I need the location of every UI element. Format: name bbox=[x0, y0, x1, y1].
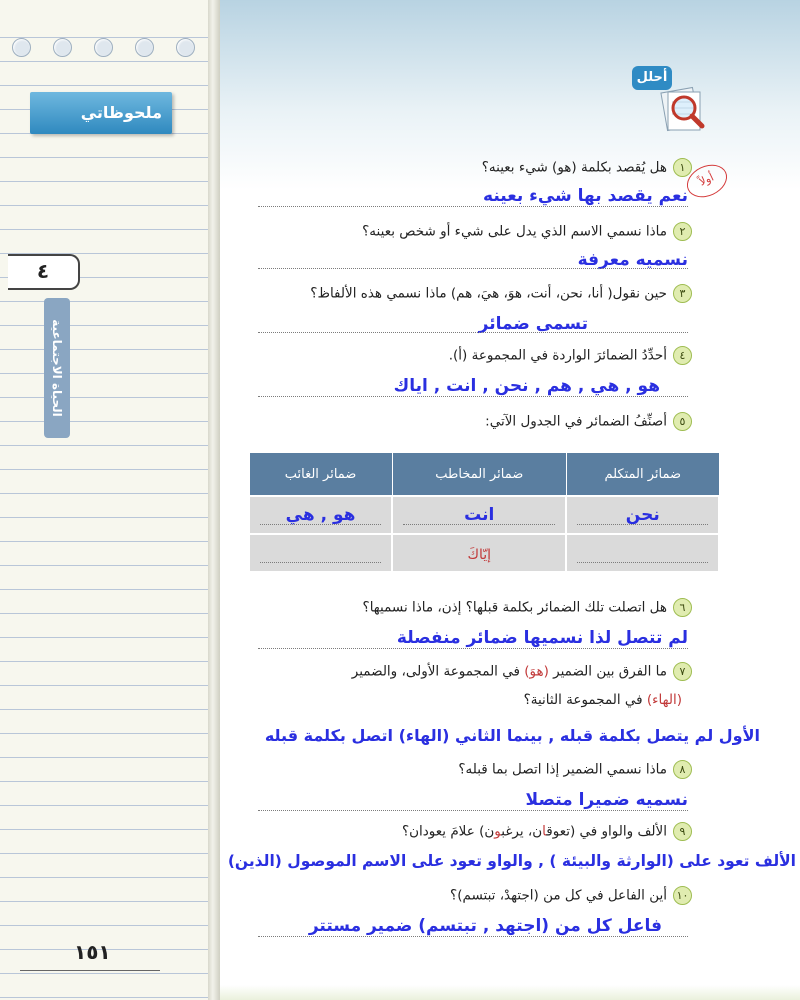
table-cell bbox=[249, 534, 392, 572]
notes-column bbox=[0, 0, 214, 1000]
answer-10: فاعل كل من (اجتهد , تبتسم) ضمير مستتر bbox=[308, 916, 662, 936]
question-number: ١ bbox=[673, 158, 692, 177]
answer-7: الأول لم يتصل بكلمة قبله , بينما الثاني (الهاء) اتصل بكلمة قبله bbox=[264, 726, 760, 745]
question-text: أصنِّفُ الضمائر في الجدول الآتي: bbox=[485, 413, 667, 430]
table-cell bbox=[392, 534, 566, 572]
binder-ring bbox=[12, 38, 31, 57]
question-number: ١٠ bbox=[673, 886, 692, 905]
table-cell bbox=[566, 534, 719, 572]
answer-line bbox=[258, 268, 688, 269]
answer-line bbox=[403, 524, 555, 525]
question-text: ن) علامَ يعودان؟ bbox=[401, 823, 495, 840]
answer-line bbox=[258, 396, 688, 397]
question-number: ٧ bbox=[673, 662, 692, 681]
column-header: ضمائر المتكلم bbox=[566, 453, 719, 497]
question-text: في المجموعة الأولى، والضمير bbox=[351, 663, 525, 680]
pronouns-table bbox=[248, 452, 720, 573]
question-7-continued bbox=[524, 692, 682, 708]
question-number: ٢ bbox=[673, 222, 692, 241]
unit-title: الحياة الاجتماعية bbox=[50, 319, 64, 417]
table-cell bbox=[566, 496, 719, 534]
answer-1: نعم يقصد بها شيء بعينه bbox=[483, 186, 688, 206]
answer-line bbox=[577, 562, 708, 563]
question-text: الألف والواو في (تعوق bbox=[546, 823, 667, 840]
page-number-rule bbox=[20, 970, 160, 971]
page-fold bbox=[208, 0, 220, 1000]
answer-line bbox=[258, 810, 688, 811]
question-text: ن، يرغب bbox=[501, 823, 543, 840]
question-5 bbox=[485, 412, 692, 431]
question-number: ٤ bbox=[673, 346, 692, 365]
question-text: أحدِّدُ الضمائرَ الواردة في المجموعة (أ). bbox=[448, 347, 667, 364]
column-header: ضمائر المخاطب bbox=[392, 453, 566, 497]
question-number: ٥ bbox=[673, 412, 692, 431]
question-text: حين نقول( أنا، نحن، أنت، هوَ، هيَ، هم) ماذا نسمي هذه الألفاظ؟ bbox=[310, 285, 667, 302]
handwritten-stamp: أولاً bbox=[682, 159, 733, 204]
page-number: ١٥١ bbox=[74, 940, 111, 964]
cell-text: إيّاكَ bbox=[467, 546, 492, 563]
binder-ring bbox=[94, 38, 113, 57]
question-text: ماذا نسمي الضمير إذا اتصل بما قبله؟ bbox=[458, 761, 667, 778]
question-text: ما الفرق بين الضمير bbox=[548, 663, 667, 680]
question-3 bbox=[310, 284, 692, 303]
answer-4: هو , هي , هم , نحن , انت , اياك bbox=[393, 376, 660, 396]
answer-line bbox=[260, 562, 381, 563]
answer-line bbox=[258, 206, 688, 207]
question-6 bbox=[363, 598, 692, 617]
cell-answer: هو , هي bbox=[285, 505, 356, 525]
binder-ring bbox=[135, 38, 154, 57]
question-text-highlight: ا bbox=[542, 823, 547, 840]
unit-title-strip bbox=[44, 298, 70, 438]
question-number: ٦ bbox=[673, 598, 692, 617]
question-text-highlight: و bbox=[494, 823, 502, 840]
question-7 bbox=[352, 662, 692, 681]
answer-line bbox=[260, 524, 381, 525]
question-text: ماذا نسمي الاسم الذي يدل على شيء أو شخص بعينه؟ bbox=[362, 223, 667, 240]
table-cell bbox=[392, 496, 566, 534]
question-text: هل يُقصد بكلمة (هو) شيء بعينه؟ bbox=[481, 159, 667, 176]
answer-line bbox=[258, 936, 688, 937]
answer-line bbox=[258, 332, 688, 333]
question-8 bbox=[458, 760, 692, 779]
answer-2: نسميه معرفة bbox=[577, 250, 688, 270]
table-header-row bbox=[249, 453, 719, 497]
answer-3: تسمى ضمائر bbox=[478, 314, 588, 334]
answer-6: لم تتصل لذا نسميها ضمائر منفصلة bbox=[396, 628, 688, 648]
question-2 bbox=[362, 222, 692, 241]
question-9 bbox=[402, 822, 692, 841]
analyze-label: أحلل bbox=[632, 66, 672, 90]
answer-line bbox=[258, 648, 688, 649]
cell-answer: انت bbox=[464, 505, 495, 525]
question-number: ٣ bbox=[673, 284, 692, 303]
answer-line bbox=[577, 524, 708, 525]
question-text: في المجموعة الثانية؟ bbox=[523, 692, 647, 708]
binder-ring bbox=[53, 38, 72, 57]
question-text: أين الفاعل في كل من (اجتهدْ، تبتسم)؟ bbox=[450, 887, 667, 904]
binder-rings bbox=[12, 38, 195, 57]
question-text-highlight: (الهاء) bbox=[646, 692, 682, 708]
cell-answer: نحن bbox=[625, 505, 660, 525]
answer-8: نسميه ضميرا متصلا bbox=[525, 790, 688, 810]
table-row bbox=[249, 534, 719, 572]
binder-ring bbox=[176, 38, 195, 57]
question-text-highlight: (هوَ) bbox=[524, 663, 549, 680]
answer-9: الألف تعود على (الوارثة والبيئة ) , والواو تعود على الاسم الموصول (الذين) bbox=[227, 852, 796, 870]
question-number: ٨ bbox=[673, 760, 692, 779]
question-10 bbox=[450, 886, 692, 905]
notes-tab: ملحوظاتي bbox=[30, 92, 172, 134]
question-4 bbox=[449, 346, 692, 365]
question-number: ٩ bbox=[673, 822, 692, 841]
unit-number: ٤ bbox=[8, 254, 80, 290]
table-cell bbox=[249, 496, 392, 534]
column-header: ضمائر الغائب bbox=[249, 453, 392, 497]
question-text: هل اتصلت تلك الضمائر بكلمة قبلها؟ إذن، ماذا نسميها؟ bbox=[362, 599, 667, 616]
page-bottom-edge bbox=[220, 985, 800, 1000]
table-row bbox=[249, 496, 719, 534]
question-1 bbox=[482, 158, 692, 177]
